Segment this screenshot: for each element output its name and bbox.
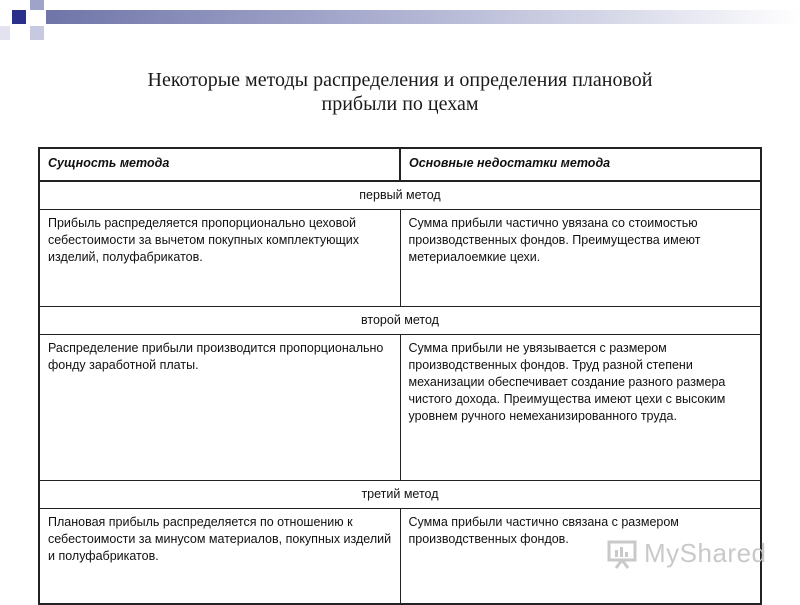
header-drawbacks: Основные недостатки метода xyxy=(400,148,761,181)
title-line-2: прибыли по цехам xyxy=(321,93,479,115)
essence-cell: Распределение прибыли производится пропорционально фонду заработной платы. xyxy=(39,335,400,481)
decor-square-light-2 xyxy=(0,26,10,40)
table-header-row xyxy=(39,148,761,181)
title-line-1: Некоторые методы распределения и определения плановой xyxy=(147,69,653,91)
watermark-text: MyShared xyxy=(644,538,767,568)
method-label-row xyxy=(39,481,761,509)
drawbacks-cell: Сумма прибыли частично связана с размером производственных фондов. xyxy=(400,509,761,605)
drawbacks-cell: Сумма прибыли не увязывается с размером производственных фондов. Труд разной степени механизации обеспечивает создание разного размера чистого дохода. Преимущества имеют цехи с высоким уровнем ручного немеханизированного труда. xyxy=(400,335,761,481)
essence-cell: Плановая прибыль распределяется по отношению к себестоимости за минусом материалов, покупных изделий и полуфабрикатов. xyxy=(39,509,400,605)
watermark xyxy=(606,536,766,576)
table-row xyxy=(39,210,761,307)
header-essence: Сущность метода xyxy=(39,148,400,181)
page-title xyxy=(40,68,760,116)
method-label: третий метод xyxy=(39,481,761,509)
essence-cell: Прибыль распределяется пропорционально цеховой себестоимости за вычетом покупных комплектующих изделий, полуфабрикатов. xyxy=(39,210,400,307)
table-row xyxy=(39,335,761,481)
decor-square-light xyxy=(30,26,44,40)
decor-gradient-bar xyxy=(46,10,800,24)
decor-square-dark xyxy=(12,10,26,24)
method-label: второй метод xyxy=(39,307,761,335)
decor-square-mid xyxy=(30,0,44,10)
slide-decoration xyxy=(0,0,800,50)
presentation-icon xyxy=(606,538,638,570)
method-label: первый метод xyxy=(39,181,761,210)
method-label-row xyxy=(39,307,761,335)
drawbacks-cell: Сумма прибыли частично увязана со стоимостью производственных фондов. Преимущества имеют метериалоемкие цехи. xyxy=(400,210,761,307)
method-label-row xyxy=(39,181,761,210)
